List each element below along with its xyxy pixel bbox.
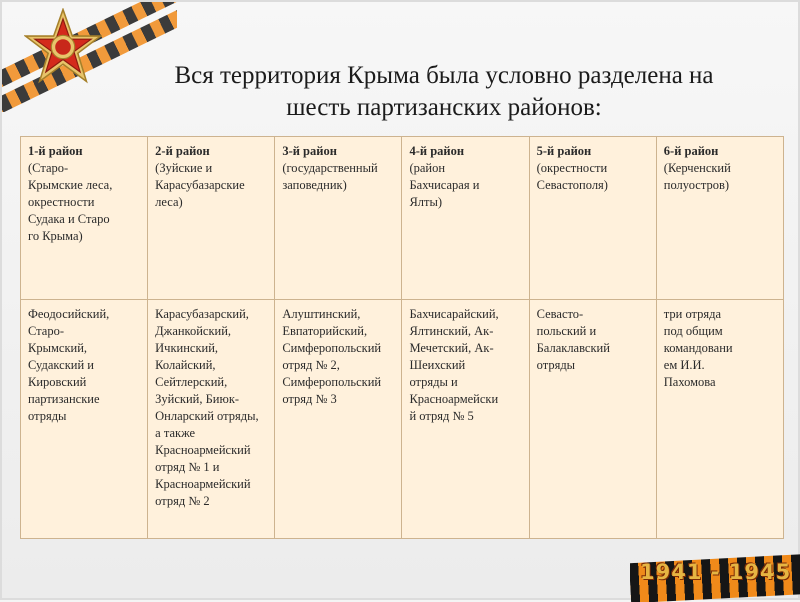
title-line-1: Вся территория Крыма была условно разделена на [174,62,714,89]
years-ribbon-banner [630,550,800,602]
unit-line: отряд № 2, [282,358,340,372]
unit-line: Онларский отряды, [155,409,259,423]
unit-line: Красноармейский [155,443,251,457]
unit-line: Симферопольский [282,341,382,355]
district-desc-line: окрестности [28,195,95,209]
district-3-units [275,300,402,539]
district-desc-line: го Крыма) [28,229,83,243]
unit-line: а также [155,426,196,440]
unit-line: отряды [28,409,67,423]
district-name: 6-й район [663,144,719,158]
district-desc-line: Карасубазарские [155,178,245,192]
district-desc-line: Бахчисарая и [409,178,480,192]
unit-line: Карасубазарский, [155,307,249,321]
unit-line: отряд № 3 [282,392,337,406]
unit-line: Джанкойский, [155,324,232,338]
unit-line: Ичкинский, [155,341,219,355]
district-desc-line: (Керченский [663,161,731,175]
years-banner-text: 1941 - 1945 [640,560,792,584]
unit-line: отряды [536,358,576,372]
district-3-header [275,137,402,300]
table-units-row [21,300,784,539]
district-1-units [21,300,148,539]
district-desc-line: леса) [155,195,183,209]
district-desc-line: (район [409,161,446,175]
district-5-units [529,300,656,539]
district-1-header [21,137,148,300]
unit-line: Шеихский [409,358,466,372]
unit-line: отряд № 1 и [155,460,220,474]
unit-line: й отряд № 5 [409,409,474,423]
district-name: 1-й район [28,144,83,158]
district-4-units [402,300,529,539]
district-5-header [529,137,656,300]
unit-line: Сейтлерский, [155,375,228,389]
unit-line: Судакский и [28,358,94,372]
unit-line: под общим [663,324,723,338]
unit-line: ем И.И. [663,358,705,372]
district-desc-line: (государственный [282,161,378,175]
district-6-units [656,300,783,539]
district-desc-line: Судака и Старо [28,212,110,226]
district-4-header [402,137,529,300]
unit-line: Колайский, [155,358,216,372]
district-name: 5-й район [536,144,592,158]
unit-line: Крымский, [28,341,88,355]
unit-line: Старо- [28,324,64,338]
page-title [94,60,794,124]
unit-line: Евпаторийский, [282,324,368,338]
district-desc-line: заповедник) [282,178,347,192]
district-desc-line: (Зуйские и [155,161,213,175]
district-name: 4-й район [409,144,465,158]
unit-line: отряды и [409,375,458,389]
unit-line: партизанские [28,392,100,406]
title-line-2: шесть партизанских районов: [286,94,602,121]
red-star-medal-icon [24,8,102,86]
district-desc-line: Крымские леса, [28,178,113,192]
district-2-header [148,137,275,300]
district-desc-line: Севастополя) [536,178,608,192]
district-6-header [656,137,783,300]
unit-line: Красноармейский [155,477,251,491]
partisan-districts-table [20,136,784,539]
unit-line: Феодосийский, [28,307,110,321]
district-desc-line: (окрестности [536,161,608,175]
unit-line: Балаклавский [536,341,610,355]
district-2-units [148,300,275,539]
unit-line: Бахчисарайский, [409,307,499,321]
district-name: 3-й район [282,144,337,158]
unit-line: Мечетский, Ак- [409,341,494,355]
unit-line: Кировский [28,375,87,389]
district-desc-line: полуостров) [663,178,730,192]
unit-line: отряд № 2 [155,494,210,508]
unit-line: Красноармейски [409,392,499,406]
unit-line: Севасто- [536,307,584,321]
unit-line: три отряда [663,307,722,321]
unit-line: польский и [536,324,597,338]
district-name: 2-й район [155,144,210,158]
district-desc-line: Ялты) [409,195,443,209]
unit-line: Алуштинский, [282,307,361,321]
unit-line: командовани [663,341,733,355]
unit-line: Ялтинский, Ак- [409,324,494,338]
unit-line: Симферопольский [282,375,382,389]
unit-line: Зуйский, Биюк- [155,392,240,406]
unit-line: Пахомова [663,375,716,389]
table-header-row [21,137,784,300]
district-desc-line: (Старо- [28,161,69,175]
